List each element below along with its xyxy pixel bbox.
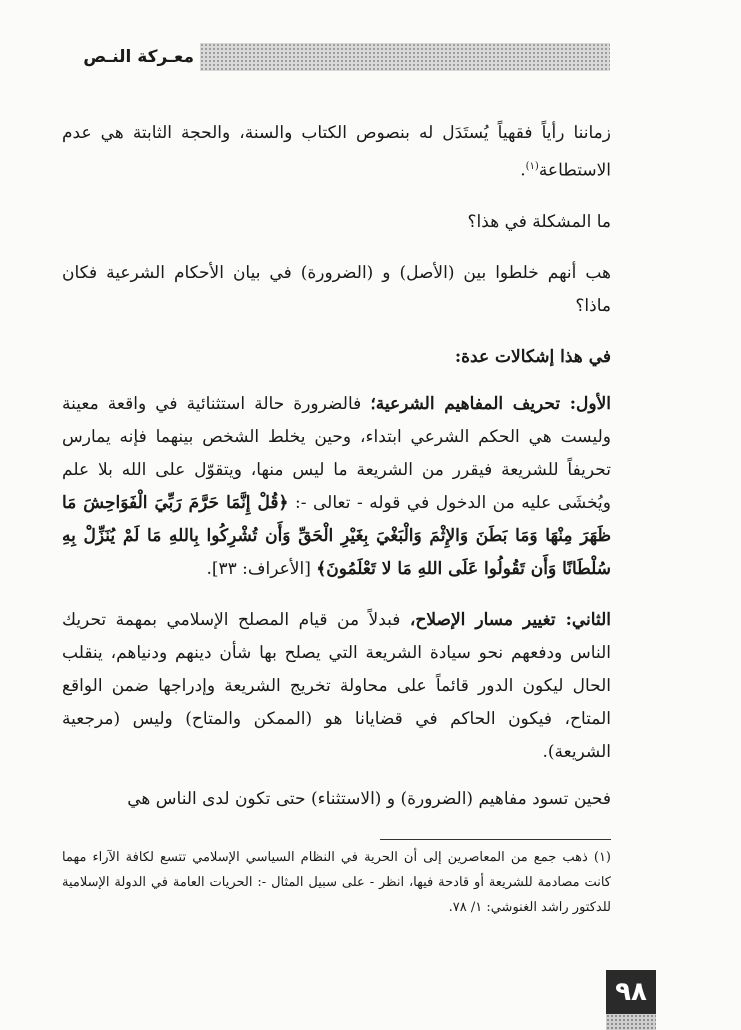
quran-reference: [الأعراف: ٣٣]. <box>206 558 317 579</box>
footnote-divider <box>380 839 611 840</box>
page-number: ٩٨ <box>615 977 647 1007</box>
paragraph-3: هب أنهم خلطوا بين (الأصل) و (الضرورة) في بيان الأحكام الشرعية فكان ماذا؟ <box>62 262 611 316</box>
paragraph-5 <box>62 388 611 586</box>
main-text <box>62 117 611 816</box>
paragraph-6-text: فبدلاً من قيام المصلح الإسلامي بمهمة تحريك الناس ودفعهم نحو سيادة الشريعة التي يصلح بها شأن دينهم ودنياهم، ينقلب الحال ليكون الدور قائماً على محاولة تخريج الشريعة وإدراجها ضمن الواقع المتاح، فيكون الحاكم في قضايانا هو (الممكن والمتاح) وليس (مرجعية الشريعة). <box>62 609 611 762</box>
paragraph-2-question: ما المشكلة في هذا؟ <box>467 211 611 232</box>
running-header-title: معـركة النـص <box>83 47 194 67</box>
paragraph-5-text: فالضرورة حالة استثنائية في واقعة معينة وليست هي الحكم الشرعي ابتداء، وحين يخلط الشخص بينهما فإنه يمارس تحريفاً للشريعة فيقرر من الشريعة ما ليس منها، ويتقوّل على الله بلا علم ويُخشَى عليه من الدخول في قوله - تعالى -: <box>62 393 611 513</box>
paragraph-4-heading: في هذا إشكالات عدة: <box>454 346 611 367</box>
paragraph-1-end: . <box>520 160 526 181</box>
paragraph-5-lead: الأول: تحريف المفاهيم الشرعية؛ <box>370 393 611 414</box>
paragraph-7: فحين تسود مفاهيم (الضرورة) و (الاستثناء) حتى تكون لدى الناس هي <box>127 788 611 809</box>
paragraph-6 <box>62 604 611 769</box>
footnote-reference[interactable]: (١) <box>525 161 539 172</box>
paragraph-1 <box>62 117 611 188</box>
header-band <box>200 43 610 71</box>
footnote-1: (١) ذهب جمع من المعاصرين إلى أن الحرية في النظام السياسي الإسلامي تتسع لكافة الآراء مهما كانت مصادمة للشريعة أو قادحة فيها، انظر - على سبيل المثال -: الحريات العامة في الدولة الإسلامية للدكتور راشد الغنوشي: ١/ ٧٨. <box>62 850 611 915</box>
paragraph-6-lead: الثاني: تغيير مسار الإصلاح، <box>409 609 611 630</box>
paragraph-1-text: زماننا رأياً فقهياً يُستَدَل له بنصوص الكتاب والسنة، والحجة الثابتة هي عدم الاستطاعة <box>62 123 611 181</box>
quran-verse: ﴿قُلْ إِنَّمَا حَرَّمَ رَبِّيَ الْفَوَاحِشَ مَا ظَهَرَ مِنْهَا وَمَا بَطَنَ وَالإِثْمَ وَالْبَغْيَ بِغَيْرِ الْحَقِّ وَأَن تُشْرِكُوا بِاللهِ مَا لَمْ يُنَزِّلْ بِهِ سُلْطَانًا وَأَن تَقُولُوا عَلَى اللهِ مَا لا تَعْلَمُونَ﴾ <box>62 492 611 579</box>
footer-pattern <box>606 1014 656 1030</box>
